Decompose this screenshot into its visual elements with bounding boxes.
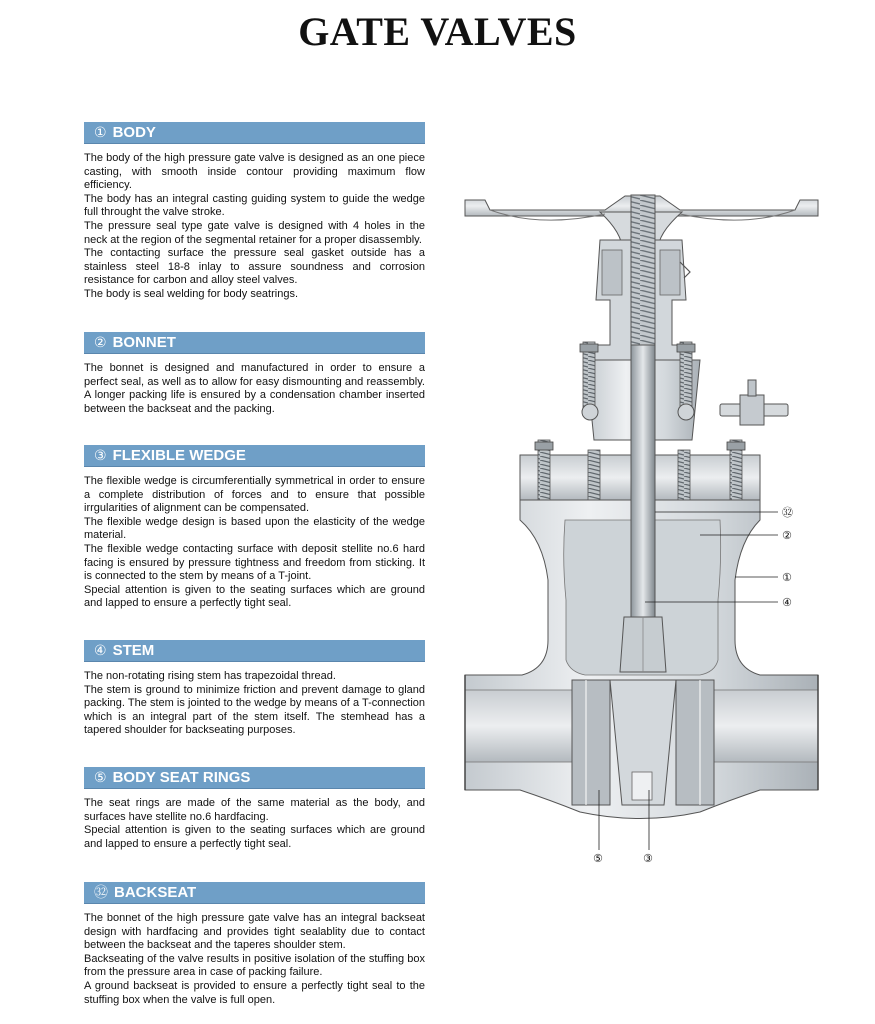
section-bonnet: [84, 332, 425, 416]
paragraph: The body has an integral casting guiding system to guide the wedge full throught the valve stroke.: [84, 192, 425, 219]
section-header: [84, 767, 425, 789]
section-body: [84, 122, 425, 302]
paragraph: Special attention is given to the seating surfaces which are ground and lapped to ensure a perfectly tight seal.: [84, 583, 425, 610]
section-number: ②: [94, 335, 107, 351]
section-heading: BACKSEAT: [114, 884, 197, 901]
section-header: [84, 445, 425, 467]
callout-stem: ④: [782, 596, 792, 609]
paragraph: Special attention is given to the seating surfaces which are ground and lapped to ensure a perfectly tight seal.: [84, 824, 425, 850]
paragraph: The flexible wedge design is based upon the elasticity of the wedge material.: [84, 515, 425, 542]
callout-bonnet: ②: [782, 529, 792, 542]
paragraph: The pressure seal type gate valve is designed with 4 holes in the neck at the region of the segmental retainer for a proper disassembly.: [84, 219, 425, 246]
callout-body: ①: [782, 571, 792, 584]
paragraph: The stem is ground to minimize friction and prevent damage to gland packing. The stem is jointed to the wedge by means of a T-connection which is an integral part of the stem itself. The stemhead has a tapered shoulder for backseating purposes.: [84, 683, 425, 737]
section-header: [84, 122, 425, 144]
section-stem: [84, 640, 425, 738]
paragraph: Backseating of the valve results in positive isolation of the stuffing box from the pressure area in case of packing failure.: [84, 952, 425, 979]
section-flexible-wedge: [84, 445, 425, 611]
paragraph: A ground backseat is provided to ensure a perfectly tight seal to the stuffing box when the valve is full open.: [84, 979, 425, 1006]
callout-wedge: ③: [643, 852, 653, 865]
section-number: ①: [94, 125, 107, 141]
flexible-wedge: [610, 680, 676, 805]
paragraph: The bonnet is designed and manufactured in order to ensure a perfect seal, as well as to allow for easy dismounting and reassembly. A longer packing life is ensured by a condensation chamber inserted between the backseat and the packing.: [84, 362, 425, 415]
section-heading: STEM: [112, 642, 155, 659]
section-body-seat-rings: [84, 767, 425, 851]
callout-backseat: ㉜: [782, 506, 793, 519]
section-heading: BONNET: [112, 334, 176, 351]
section-heading: BODY: [112, 124, 156, 141]
section-number: ④: [94, 643, 107, 659]
section-number: ㉜: [94, 885, 108, 901]
paragraph: The contacting surface the pressure seal gasket outside has a stainless steel 18-8 inlay to assure soundness and corrosion resistance for carbon and alloy steel valves.: [84, 247, 425, 287]
lubrication-fitting: [720, 380, 788, 425]
section-number: ③: [94, 448, 107, 464]
section-header: [84, 332, 425, 354]
paragraph: The bonnet of the high pressure gate valve has an integral backseat design with hardfacing and provides tight sealablity due to contact between the backseat and the taperes shoulder stem.: [84, 912, 425, 952]
section-header: [84, 882, 425, 904]
section-backseat: [84, 882, 425, 1007]
paragraph: The body is seal welding for body seatrings.: [84, 287, 299, 300]
paragraph: The flexible wedge contacting surface with deposit stellite no.6 hard facing is ensured by pressure tightness and freedom from sticking. It is connected to the stem by means of a T-joint.: [84, 542, 425, 583]
paragraph: The seat rings are made of the same material as the body, and surfaces have stellite no.6 hardfacing.: [84, 797, 425, 823]
gate-valve-illustration: [455, 185, 835, 885]
paragraph: The flexible wedge is circumferentially symmetrical in order to ensure a complete distribution of forces and to ensure that possible irrgularities of alignment can be compensated.: [84, 475, 425, 515]
page-title: GATE VALVES: [298, 9, 577, 54]
section-heading: BODY SEAT RINGS: [112, 769, 251, 786]
section-header: [84, 640, 425, 662]
callout-seat-rings: ⑤: [593, 852, 603, 865]
section-number: ⑤: [94, 770, 107, 786]
paragraph: The body of the high pressure gate valve is designed as an one piece casting, with smooth inside contour providing maximum flow efficiency.: [84, 152, 425, 192]
paragraph: The non-rotating rising stem has trapezoidal thread.: [84, 670, 336, 682]
section-heading: FLEXIBLE WEDGE: [112, 447, 246, 464]
